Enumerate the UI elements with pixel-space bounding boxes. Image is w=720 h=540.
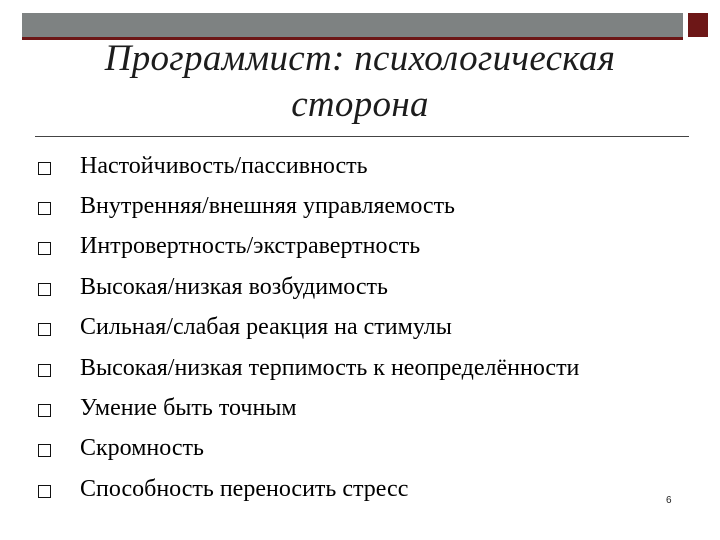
corner-accent-block bbox=[688, 13, 708, 37]
bullet-item bbox=[38, 469, 698, 509]
bullet-text: Настойчивость/пассивность bbox=[80, 152, 368, 179]
slide-title: Программист: психологическая сторона bbox=[104, 38, 616, 125]
hollow-square-bullet-icon bbox=[38, 364, 51, 377]
bullet-item bbox=[38, 146, 698, 186]
bullet-item bbox=[38, 308, 698, 348]
hollow-square-bullet-icon bbox=[38, 283, 51, 296]
bullet-text: Внутренняя/внешняя управляемость bbox=[80, 193, 455, 220]
bullet-text: Интровертность/экстравертность bbox=[80, 233, 421, 260]
bullet-item bbox=[38, 227, 698, 267]
bullet-list bbox=[38, 146, 698, 510]
hollow-square-bullet-icon bbox=[38, 404, 51, 417]
bullet-text: Способность переносить стресс bbox=[80, 475, 409, 502]
bullet-text: Высокая/низкая терпимость к неопределённости bbox=[80, 354, 580, 381]
hollow-square-bullet-icon bbox=[38, 202, 51, 215]
hollow-square-bullet-icon bbox=[38, 485, 51, 498]
bullet-text: Скромность bbox=[80, 435, 204, 462]
bullet-item bbox=[38, 186, 698, 226]
bullet-text: Высокая/низкая возбудимость bbox=[80, 273, 388, 300]
bullet-item bbox=[38, 267, 698, 307]
header-bar bbox=[22, 13, 683, 37]
bullet-item bbox=[38, 348, 698, 388]
bullet-item bbox=[38, 388, 698, 428]
hollow-square-bullet-icon bbox=[38, 444, 51, 457]
page-number: 6 bbox=[666, 495, 672, 506]
hollow-square-bullet-icon bbox=[38, 323, 51, 336]
bullet-item bbox=[38, 429, 698, 469]
hollow-square-bullet-icon bbox=[38, 242, 51, 255]
title-divider bbox=[35, 136, 689, 137]
bullet-text: Умение быть точным bbox=[80, 395, 297, 422]
corner-accent-gap bbox=[688, 37, 708, 40]
hollow-square-bullet-icon bbox=[38, 162, 51, 175]
bullet-text: Сильная/слабая реакция на стимулы bbox=[80, 314, 452, 341]
